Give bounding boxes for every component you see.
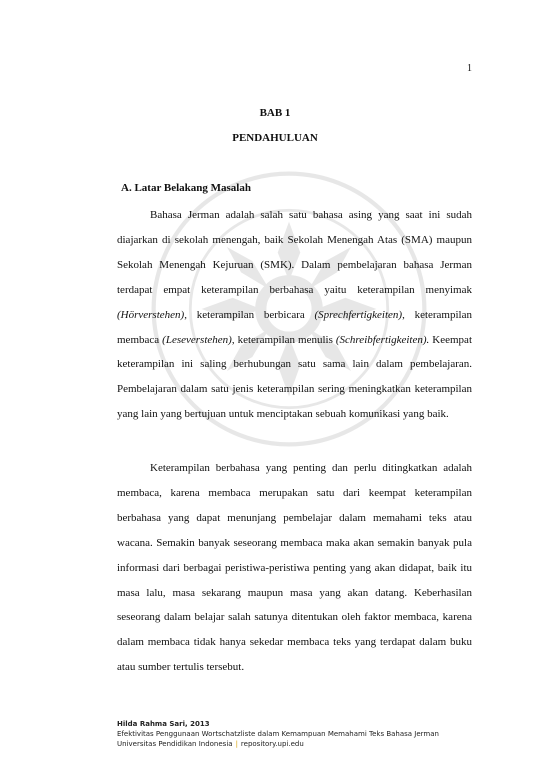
page-footer xyxy=(117,719,439,749)
footer-website-link[interactable]: repository.upi.edu xyxy=(240,740,304,748)
footer-author: Hilda Rahma Sari, 2013 xyxy=(117,720,210,728)
chapter-title: PENDAHULUAN xyxy=(232,132,318,144)
paragraph-1-text-d: , keterampilan menulis xyxy=(231,333,336,346)
term-hoerverstehen: (Hörverstehen) xyxy=(117,308,185,321)
paragraph-1 xyxy=(117,203,472,427)
paragraph-1-text-c: , keterampilan membaca xyxy=(117,308,472,346)
paragraph-1-text-b: , keterampilan berbicara xyxy=(184,308,315,321)
term-sprechfertigkeiten: (Sprechfertigkeiten) xyxy=(314,308,403,321)
term-leseverstehen: (Leseverstehen) xyxy=(162,333,232,346)
page-number: 1 xyxy=(467,63,472,74)
footer-thesis-title: Efektivitas Penggunaan Wortschatzliste dalam Kemampuan Memahami Teks Bahasa Jerman xyxy=(117,730,439,738)
section-heading: A. Latar Belakang Masalah xyxy=(121,182,251,194)
paragraph-2-text: Keterampilan berbahasa yang penting dan perlu ditingkatkan adalah membaca, karena membaca merupakan satu dari keempat keterampilan berbahasa yang dapat menunjang pembelajar dalam memahami teks atau wacana. Semakin banyak seseorang membaca maka akan semakin banyak pula informasi dari berbagai peristiwa-peristiwa penting yang akan didapat, baik itu masa lalu, masa sekarang maupun masa yang akan datang. Keberhasilan seseorang dalam belajar salah satunya ditentukan oleh faktor membaca, karena dalam membaca tidak hanya sekedar membaca teks yang terdapat dalam buku atau sumber tertulis tersebut. xyxy=(117,462,472,674)
term-schreibfertigkeiten: (Schreibfertigkeiten). xyxy=(335,333,430,346)
footer-institution-line xyxy=(117,739,439,749)
paragraph-1-text-e: Keempat keterampilan ini saling berhubungan satu sama lain dalam pembelajaran. Pembelajaran dalam satu jenis keterampilan sering meningkatkan keterampilan yang lain yang bertujuan untuk menciptakan sebuah komunikasi yang baik. xyxy=(117,333,472,421)
footer-university: Universitas Pendidikan Indonesia xyxy=(117,740,233,748)
footer-separator: | xyxy=(235,740,238,748)
paragraph-2 xyxy=(117,456,472,680)
paragraph-1-text-a: Bahasa Jerman adalah salah satu bahasa asing yang saat ini sudah diajarkan di sekolah menengah, baik Sekolah Menengah Atas (SMA) maupun Sekolah Menengah Kejuruan (SMK). Dalam pembelajaran bahasa Jerman terdapat empat keterampilan berbahasa yaitu keterampilan menyimak xyxy=(117,209,472,296)
chapter-number: BAB 1 xyxy=(259,107,291,119)
